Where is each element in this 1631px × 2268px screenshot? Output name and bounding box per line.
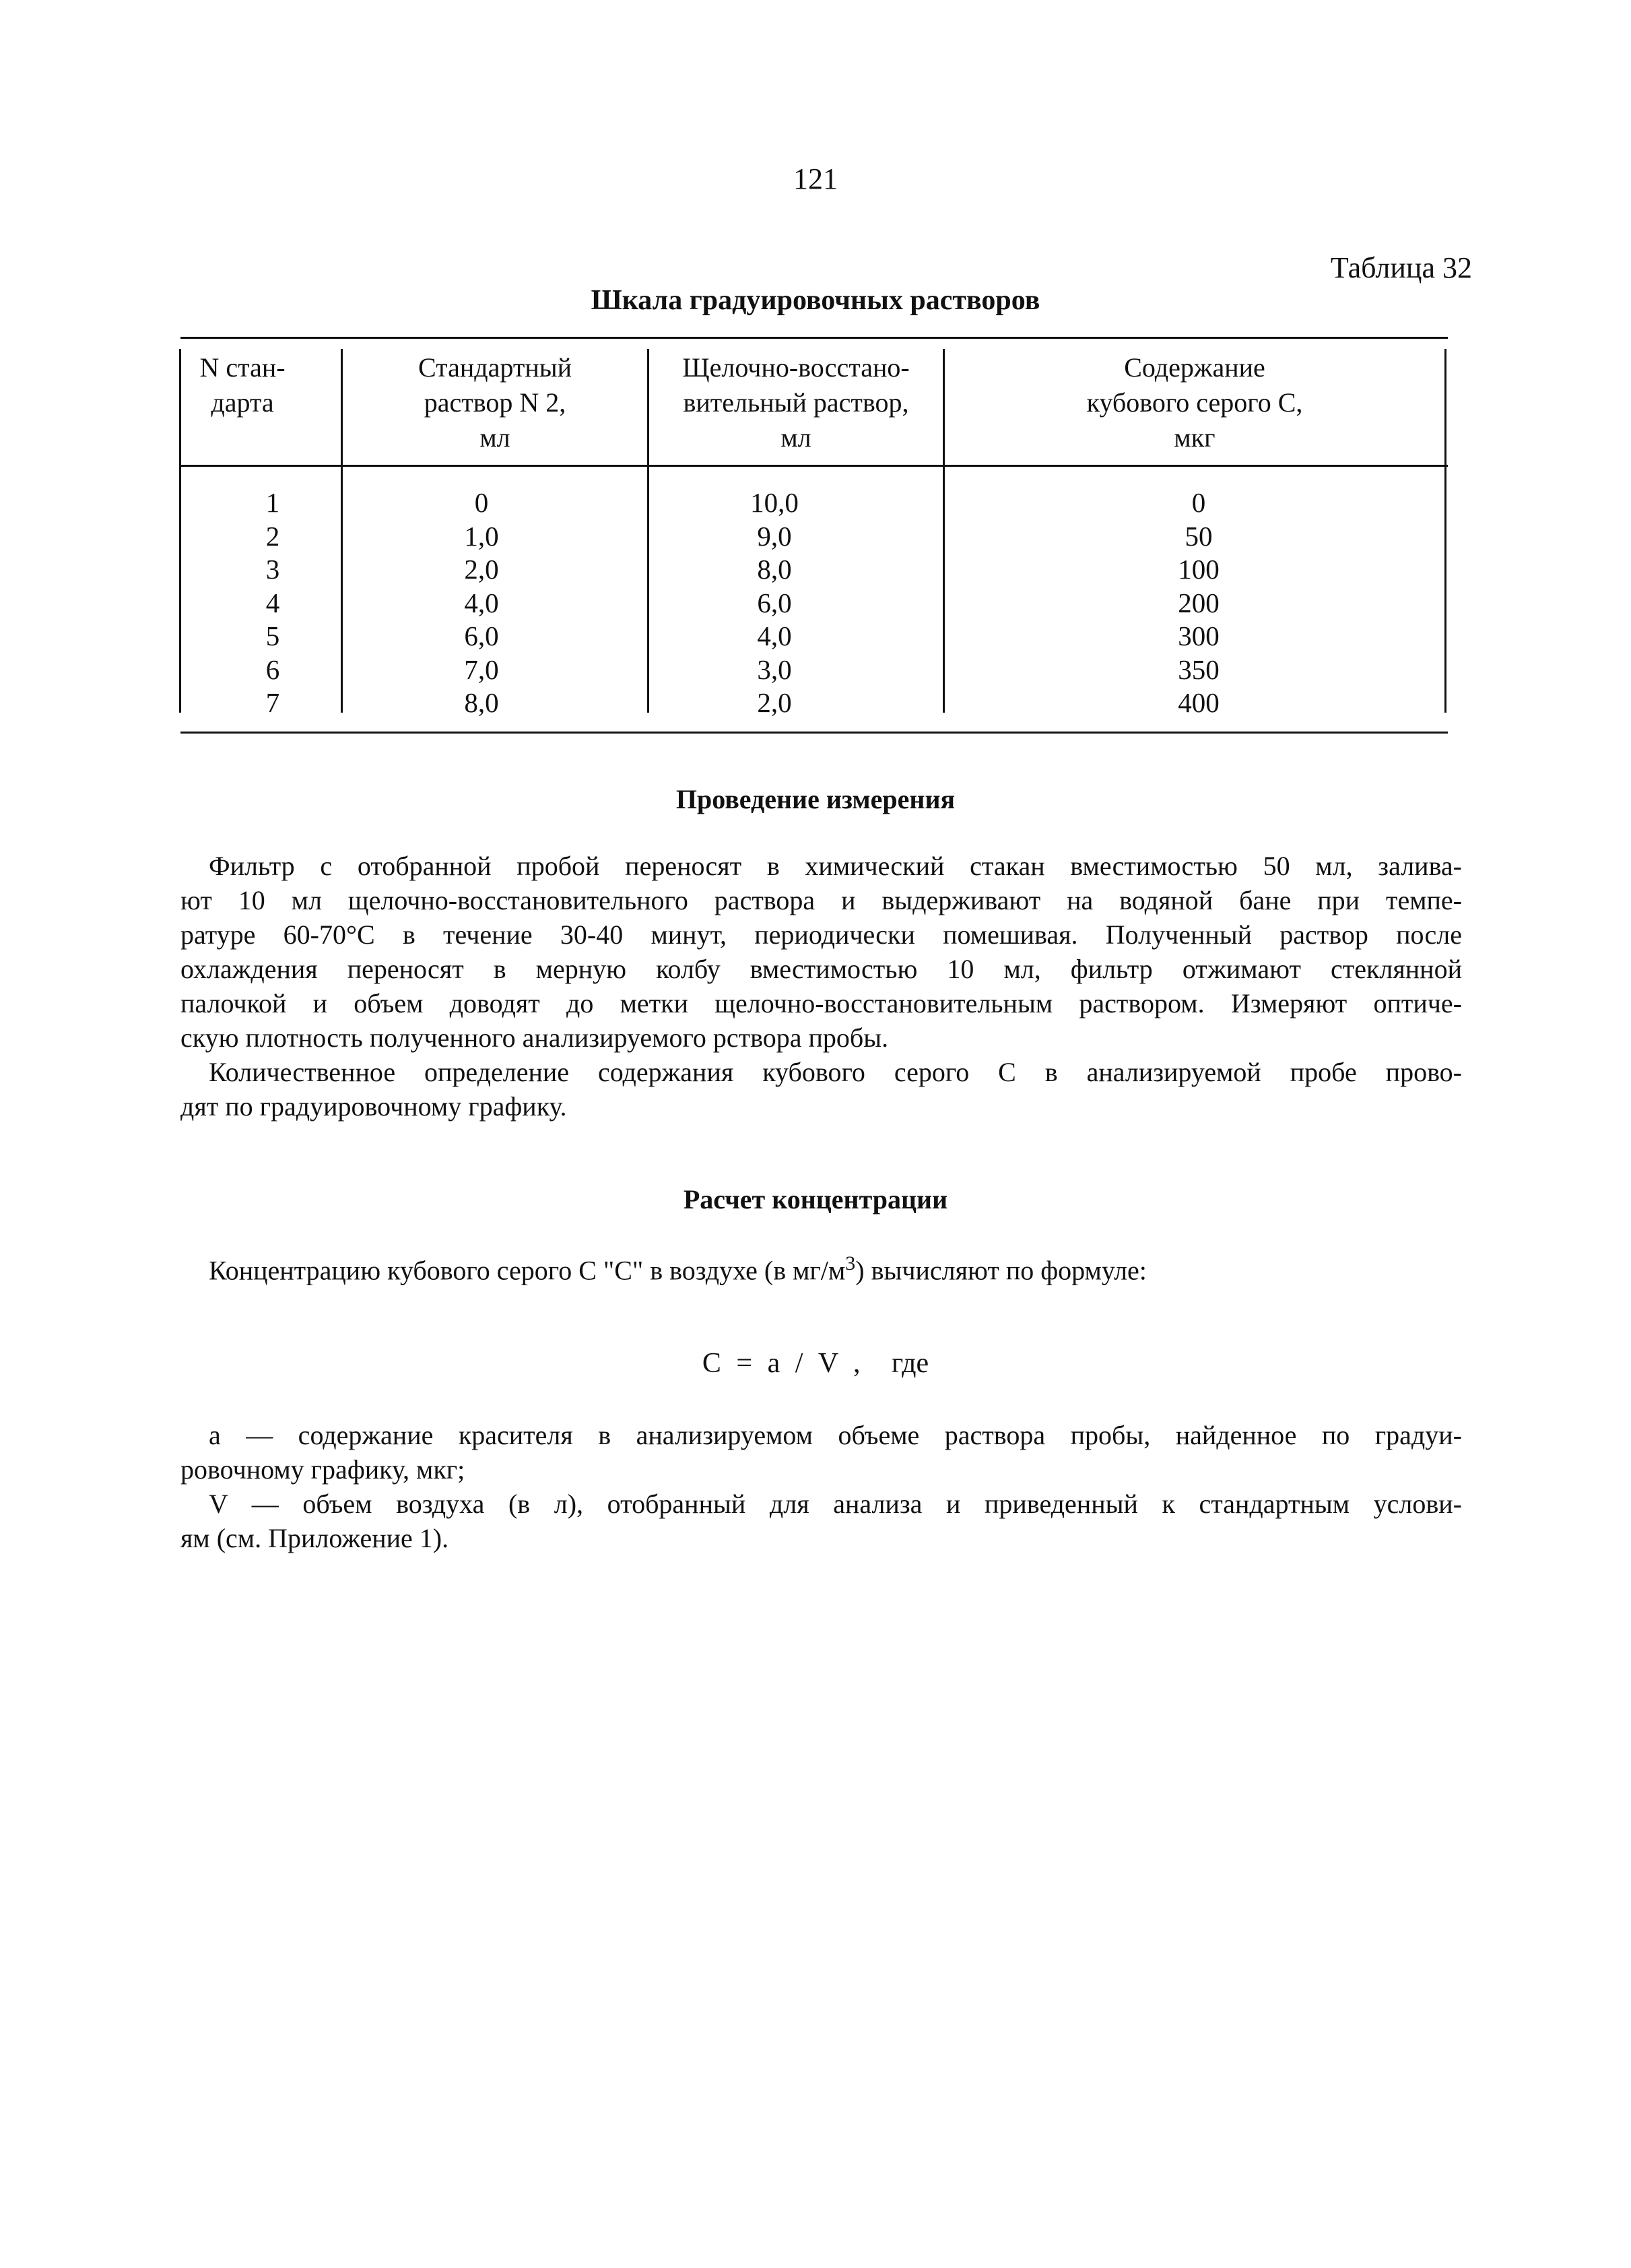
table-cell: 10,0	[750, 487, 799, 518]
table-header-line: N стан-	[199, 352, 286, 383]
table-cell: 8,0	[757, 554, 792, 585]
measurement-paragraph-1	[180, 849, 1462, 1055]
paragraph-line: дят по градуировочному графику.	[180, 1091, 567, 1122]
table-header-line: раствор N 2,	[424, 387, 566, 418]
table-cell: 7	[265, 687, 280, 718]
table-column-number	[222, 486, 323, 720]
table-cell: 350	[1178, 653, 1220, 685]
table-label: Таблица 32	[1330, 251, 1472, 284]
table-column-alkaline-solution	[721, 486, 828, 720]
table-cell: 5	[265, 620, 280, 651]
table-cell: 8,0	[464, 687, 499, 718]
table-cell: 50	[1185, 520, 1213, 552]
table-cell: 7,0	[464, 653, 499, 685]
table-cell: 0	[1191, 487, 1206, 518]
paragraph-line: а — содержание красителя в анализируемом объеме раствора пробы, найденное по градуи-	[209, 1420, 1462, 1450]
table-cell: 6,0	[757, 587, 792, 618]
table-header-line: Щелочно-восстано-	[682, 352, 910, 383]
formula	[0, 1347, 1631, 1380]
table-header-col-standard-solution	[343, 350, 647, 455]
table-header-line: мл	[780, 422, 811, 453]
paragraph-line: охлаждения переносят в мерную колбу вместимостью 10 мл, фильтр отжимают стеклянной	[180, 954, 1462, 984]
intro-text: ) вычисляют по формуле:	[855, 1255, 1147, 1286]
table-cell: 200	[1178, 587, 1220, 618]
table-right-border	[1444, 349, 1446, 713]
intro-text: Концентрацию кубового серого С "С" в воздухе (в мг/м	[209, 1255, 846, 1286]
table-cell: 1	[265, 487, 280, 518]
table-cell: 4	[265, 587, 280, 618]
table-header-line: мл	[479, 422, 510, 453]
table-header-line: кубового серого С,	[1086, 387, 1303, 418]
table-header-line: дарта	[211, 387, 274, 418]
table-top-rule	[180, 337, 1448, 339]
table-cell: 1,0	[464, 520, 499, 552]
paragraph-line: палочкой и объем доводят до метки щелочно-восстановительным раствором. Измеряют оптиче-	[180, 988, 1462, 1018]
table-cell: 0	[474, 487, 489, 518]
table-cell: 3,0	[757, 653, 792, 685]
measurement-paragraph-2	[180, 1055, 1462, 1124]
table-cell: 100	[1178, 554, 1220, 585]
table-column-content	[1145, 486, 1253, 720]
intro-superscript: 3	[845, 1252, 856, 1274]
paragraph-line: ют 10 мл щелочно-восстановительного раствора и выдерживают на водяной бане при темпе-	[180, 885, 1462, 915]
table-cell: 2,0	[757, 687, 792, 718]
paragraph-line: ям (см. Приложение 1).	[180, 1523, 449, 1553]
table-cell: 4,0	[464, 587, 499, 618]
definition-a	[180, 1418, 1462, 1487]
calculation-section-title: Расчет концентрации	[683, 1184, 948, 1214]
measurement-section-title: Проведение измерения	[675, 784, 956, 814]
table-header-col-alkaline-solution	[649, 350, 943, 455]
table-cell: 6,0	[464, 620, 499, 651]
paragraph-line: ровочному графику, мкг;	[180, 1454, 465, 1485]
page-number: 121	[793, 162, 838, 195]
paragraph-line: ратуре 60-70°С в течение 30-40 минут, периодически помешивая. Полученный раствор после	[180, 919, 1462, 950]
table-cell: 2	[265, 520, 280, 552]
table-left-border	[179, 349, 181, 713]
table-header-line: мкг	[1174, 422, 1216, 453]
paragraph-line: скую плотность полученного анализируемого рствора пробы.	[180, 1023, 889, 1053]
paragraph-line	[180, 1246, 1462, 1286]
table-header-col-content	[945, 350, 1444, 455]
table-cell: 6	[265, 653, 280, 685]
table-title: Шкала градуировочных растворов	[591, 285, 1040, 316]
paragraph-line: Фильтр с отобранной пробой переносят в химический стакан вместимостью 50 мл, залива-	[209, 851, 1462, 881]
table-header-rule	[180, 465, 1448, 467]
table-column-standard-solution	[431, 486, 532, 720]
definition-v	[180, 1487, 1462, 1555]
table-bottom-rule	[180, 732, 1448, 734]
table-header-line: Стандартный	[418, 352, 572, 383]
table-cell: 9,0	[757, 520, 792, 552]
table-header-line: вительный раствор,	[683, 387, 909, 418]
table-cell: 4,0	[757, 620, 792, 651]
table-cell: 2,0	[464, 554, 499, 585]
table-header-line: Содержание	[1124, 352, 1265, 383]
paragraph-line: Количественное определение содержания кубового серого С в анализируемой пробе прово-	[209, 1057, 1462, 1087]
table-cell: 400	[1178, 687, 1220, 718]
formula-suffix: где	[891, 1348, 929, 1379]
calculation-intro	[180, 1246, 1462, 1286]
table-header-col-number	[185, 350, 300, 420]
table-cell: 300	[1178, 620, 1220, 651]
formula-expression: С = а / V ,	[702, 1348, 865, 1379]
paragraph-line: V — объем воздуха (в л), отобранный для анализа и приведенный к стандартным услови-	[209, 1489, 1462, 1519]
table-cell: 3	[265, 554, 280, 585]
